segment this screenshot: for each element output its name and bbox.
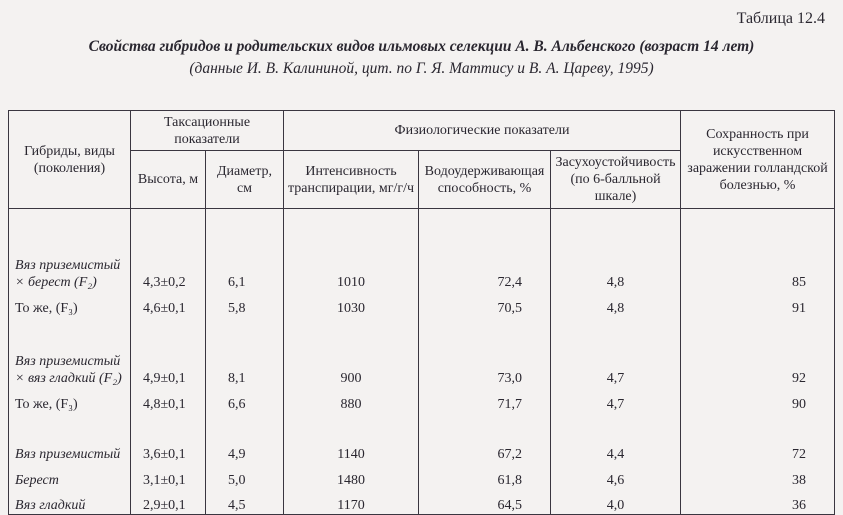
table-number: Таблица 12.4 xyxy=(736,10,825,27)
cell-transpiration: 1480 xyxy=(284,463,419,489)
cell-diameter: 5,8 xyxy=(206,291,284,317)
data-table xyxy=(8,110,835,515)
cell-survival: 92 xyxy=(681,317,835,387)
cell-water-holding: 72,4 xyxy=(419,209,551,291)
row-name: То же, (F₃) xyxy=(9,291,131,317)
cell-diameter: 8,1 xyxy=(206,317,284,387)
header-water-holding: Водоудерживающая способность, % xyxy=(419,151,551,209)
cell-water-holding: 61,8 xyxy=(419,463,551,489)
header-transpiration: Интенсивность транспирации, мг/г/ч xyxy=(284,151,419,209)
row-name: То же, (F₃) xyxy=(9,387,131,413)
table-source: (данные И. В. Калининой, цит. по Г. Я. Маттису и В. А. Цареву, 1995) xyxy=(189,60,654,77)
cell-survival: 38 xyxy=(681,463,835,489)
cell-survival: 90 xyxy=(681,387,835,413)
cell-water-holding: 70,5 xyxy=(419,291,551,317)
header-height: Высота, м xyxy=(131,151,206,209)
cell-drought: 4,0 xyxy=(551,489,681,515)
table-row xyxy=(9,489,835,515)
cell-drought: 4,8 xyxy=(551,209,681,291)
table-body xyxy=(9,209,835,515)
header-diameter: Диаметр, см xyxy=(206,151,284,209)
row-name: Вяз приземистый × вяз гладкий (F₂) xyxy=(9,317,131,387)
table-row xyxy=(9,209,835,291)
table-row xyxy=(9,463,835,489)
cell-drought: 4,8 xyxy=(551,291,681,317)
header-hybrids: Гибриды, виды (поколения) xyxy=(9,111,131,209)
cell-diameter: 6,6 xyxy=(206,387,284,413)
cell-survival: 85 xyxy=(681,209,835,291)
cell-diameter: 4,5 xyxy=(206,489,284,515)
cell-water-holding: 64,5 xyxy=(419,489,551,515)
header-drought: Засухоустойчивость (по 6-балльной шкале) xyxy=(551,151,681,209)
table-row xyxy=(9,413,835,463)
cell-diameter: 4,9 xyxy=(206,413,284,463)
cell-transpiration: 1030 xyxy=(284,291,419,317)
cell-survival: 91 xyxy=(681,291,835,317)
table-row xyxy=(9,387,835,413)
row-name: Берест xyxy=(9,463,131,489)
cell-diameter: 6,1 xyxy=(206,209,284,291)
cell-transpiration: 1140 xyxy=(284,413,419,463)
cell-survival: 36 xyxy=(681,489,835,515)
cell-transpiration: 880 xyxy=(284,387,419,413)
cell-drought: 4,7 xyxy=(551,387,681,413)
cell-drought: 4,6 xyxy=(551,463,681,489)
cell-height: 4,6±0,1 xyxy=(131,291,206,317)
cell-transpiration: 1010 xyxy=(284,209,419,291)
header-physio-group: Физиологические показатели xyxy=(284,111,681,151)
cell-survival: 72 xyxy=(681,413,835,463)
table-row xyxy=(9,317,835,387)
row-name: Вяз приземистый xyxy=(9,413,131,463)
cell-water-holding: 73,0 xyxy=(419,317,551,387)
row-name: Вяз гладкий xyxy=(9,489,131,515)
cell-diameter: 5,0 xyxy=(206,463,284,489)
cell-height: 4,3±0,2 xyxy=(131,209,206,291)
cell-height: 3,1±0,1 xyxy=(131,463,206,489)
table-caption: Свойства гибридов и родительских видов ильмовых селекции А. В. Альбенского (возраст 14 лет) xyxy=(88,38,755,55)
header-survival: Сохранность при искусственном заражении голландской болезнью, % xyxy=(681,111,835,209)
cell-drought: 4,4 xyxy=(551,413,681,463)
row-name: Вяз приземистый × берест (F₂) xyxy=(9,209,131,291)
cell-height: 4,8±0,1 xyxy=(131,387,206,413)
cell-height: 4,9±0,1 xyxy=(131,317,206,387)
cell-drought: 4,7 xyxy=(551,317,681,387)
cell-transpiration: 900 xyxy=(284,317,419,387)
cell-transpiration: 1170 xyxy=(284,489,419,515)
header-taxation-group: Таксационные показатели xyxy=(131,111,284,151)
cell-height: 3,6±0,1 xyxy=(131,413,206,463)
cell-water-holding: 71,7 xyxy=(419,387,551,413)
cell-water-holding: 67,2 xyxy=(419,413,551,463)
cell-height: 2,9±0,1 xyxy=(131,489,206,515)
table-row xyxy=(9,291,835,317)
